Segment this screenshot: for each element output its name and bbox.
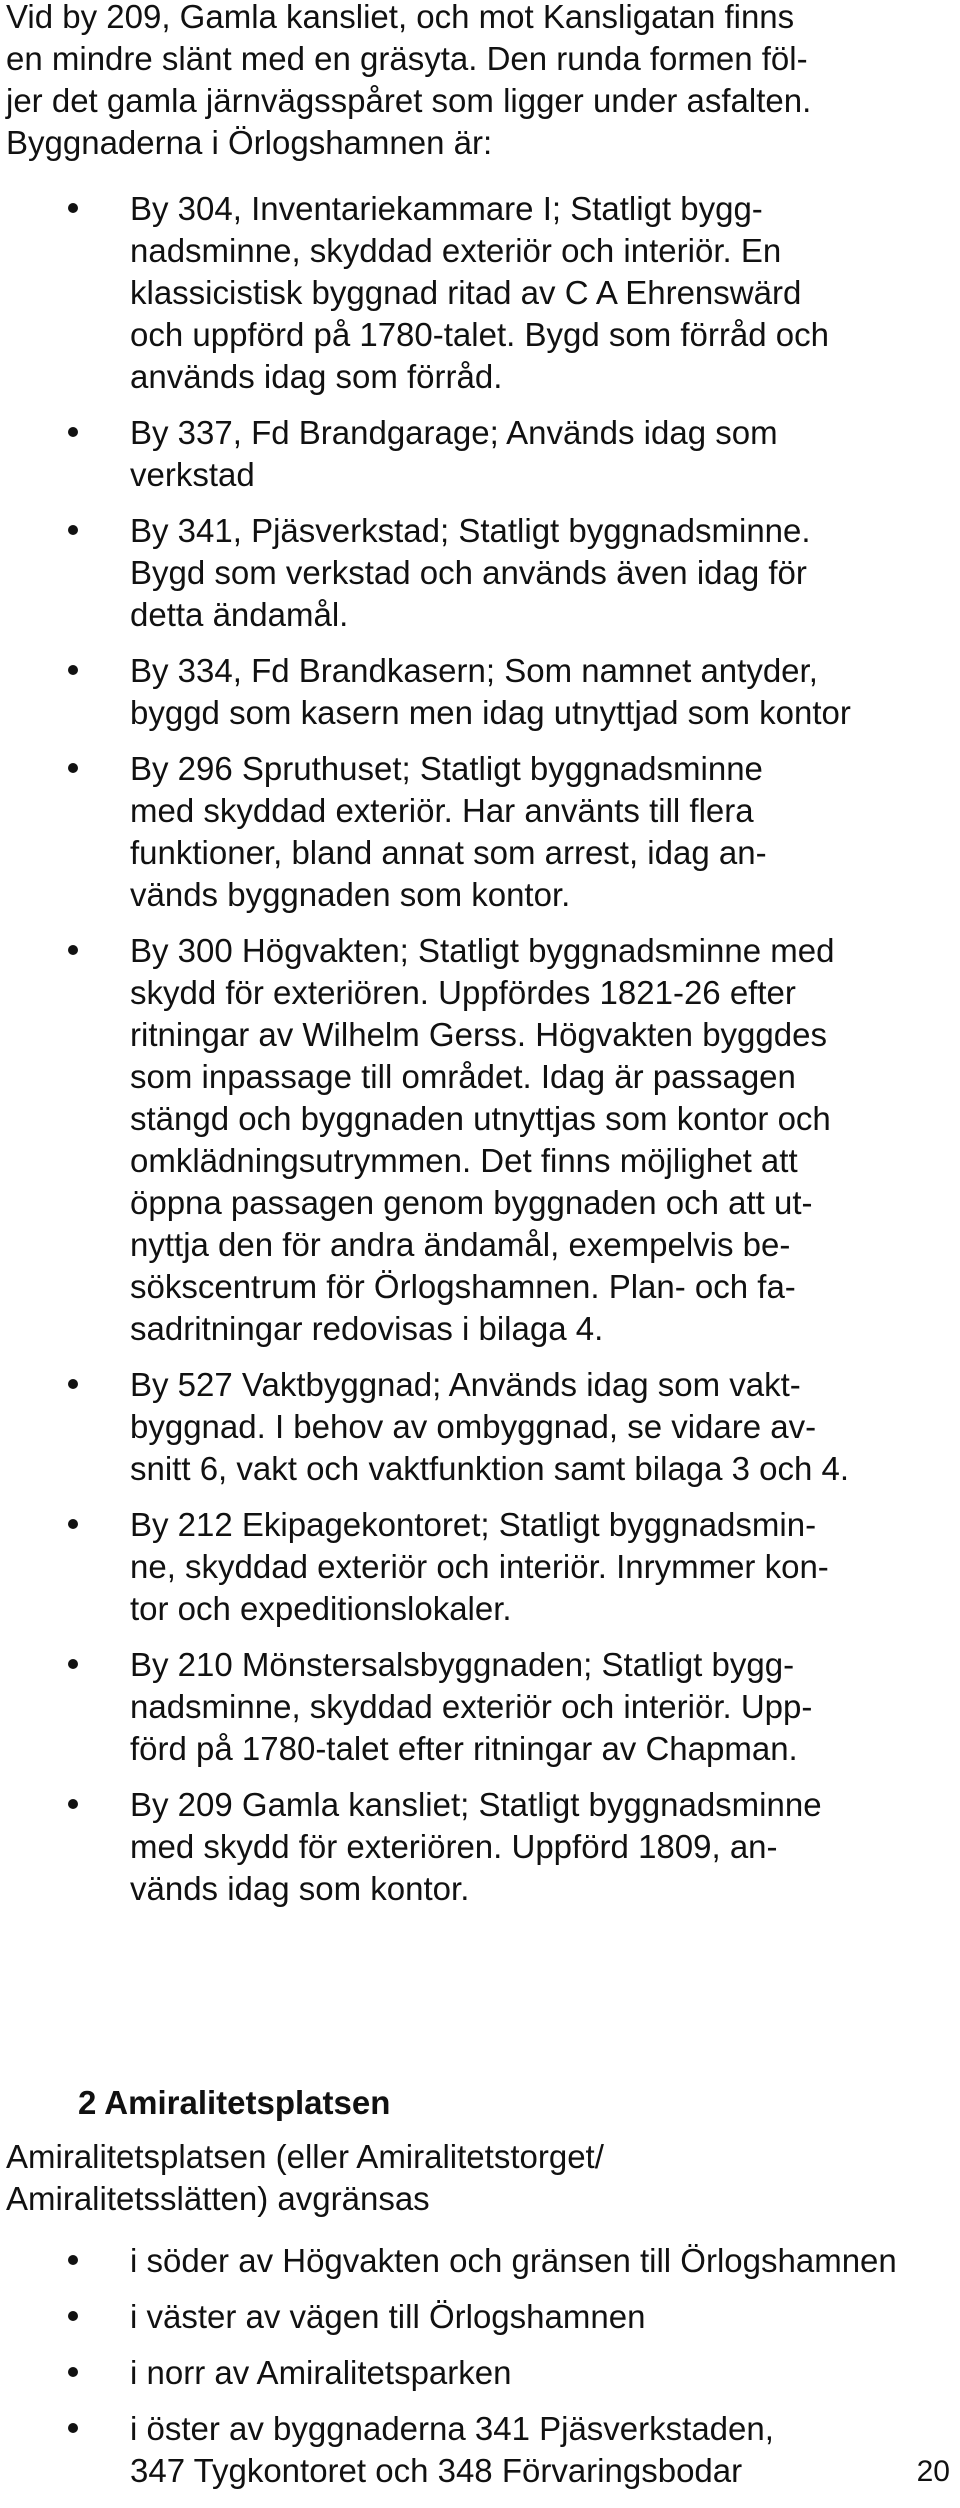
bullet-icon [68,2311,78,2321]
text-line: nadsminne, skyddad exteriör och interiör. Upp- [130,1688,813,1725]
list-item-text [130,650,950,734]
text-line: Vid by 209, Gamla kansliet, och mot Kansligatan finns [6,0,795,35]
building-list [0,188,960,1910]
text-line: och uppförd på 1780-talet. Bygd som förråd och [130,316,829,353]
text-line: By 334, Fd Brandkasern; Som namnet antyder, [130,652,818,689]
text-line: Amiralitetsplatsen (eller Amiralitetstorget/ [6,2138,604,2175]
bullet-icon [68,1659,78,1669]
bullet-icon [68,2423,78,2433]
text-line: By 300 Högvakten; Statligt byggnadsminne med [130,932,835,969]
text-line: klassicistisk byggnad ritad av C A Ehrenswärd [130,274,802,311]
bullet-icon [68,203,78,213]
text-line: By 304, Inventariekammare I; Statligt bygg- [130,190,763,227]
text-line: i öster av byggnaderna 341 Pjäsverkstaden, [130,2410,774,2447]
text-line: i väster av vägen till Örlogshamnen [130,2298,646,2335]
text-line: By 210 Mönstersalsbyggnaden; Statligt bygg- [130,1646,795,1683]
list-item [0,2296,960,2338]
text-line: sökscentrum för Örlogshamnen. Plan- och fa- [130,1268,796,1305]
list-item [0,1364,960,1490]
list-item-text [130,188,950,398]
text-line: nadsminne, skyddad exteriör och interiör. En [130,232,782,269]
section-intro-paragraph [6,2136,954,2220]
text-line: omklädningsutrymmen. Det finns möjlighet att [130,1142,798,1179]
text-line: 347 Tygkontoret och 348 Förvaringsbodar [130,2452,743,2489]
list-item-text [130,2352,950,2394]
text-line: stängd och byggnaden utnyttjas som kontor och [130,1100,831,1137]
list-item [0,1784,960,1910]
text-line: By 337, Fd Brandgarage; Används idag som [130,414,778,451]
text-line: Byggnaderna i Örlogshamnen är: [6,124,493,161]
list-item [0,2352,960,2394]
text-line: jer det gamla järnvägsspåret som ligger under asfalten. [6,82,812,119]
bullet-icon [68,525,78,535]
bullet-icon [68,1799,78,1809]
list-item-text [130,510,950,636]
list-item [0,1504,960,1630]
text-line: används idag som förråd. [130,358,503,395]
text-line: sadritningar redovisas i bilaga 4. [130,1310,604,1347]
text-line: By 296 Spruthuset; Statligt byggnadsminne [130,750,763,787]
text-line: i norr av Amiralitetsparken [130,2354,512,2391]
bullet-icon [68,2367,78,2377]
text-line: nyttja den för andra ändamål, exempelvis be- [130,1226,791,1263]
list-item-text [130,930,950,1350]
text-line: By 212 Ekipagekontoret; Statligt byggnadsmin- [130,1506,817,1543]
list-item [0,748,960,916]
list-item [0,412,960,496]
bullet-icon [68,763,78,773]
text-line: öppna passagen genom byggnaden och att ut- [130,1184,813,1221]
text-line: detta ändamål. [130,596,349,633]
text-line: By 209 Gamla kansliet; Statligt byggnadsminne [130,1786,822,1823]
text-line: ritningar av Wilhelm Gerss. Högvakten byggdes [130,1016,827,1053]
text-line: By 527 Vaktbyggnad; Används idag som vakt- [130,1366,801,1403]
intro-paragraph [6,0,954,164]
list-item-text [130,1504,950,1630]
list-item-text [130,1644,950,1770]
list-item [0,1644,960,1770]
text-line: i söder av Högvakten och gränsen till Örlogshamnen [130,2242,897,2279]
text-line: verkstad [130,456,255,493]
bullet-icon [68,945,78,955]
page-number: 20 [916,2455,950,2488]
boundary-list [0,2240,960,2492]
bullet-icon [68,1519,78,1529]
text-line: med skyddad exteriör. Har använts till flera [130,792,754,829]
text-line: tor och expeditionslokaler. [130,1590,512,1627]
text-line: By 341, Pjäsverkstad; Statligt byggnadsminne. [130,512,811,549]
text-line: vänds byggnaden som kontor. [130,876,571,913]
bullet-icon [68,665,78,675]
list-item-text [130,412,950,496]
list-item-text [130,2408,950,2492]
text-line: Bygd som verkstad och används även idag för [130,554,807,591]
bullet-icon [68,427,78,437]
list-item-text [130,1364,950,1490]
text-line: som inpassage till området. Idag är passagen [130,1058,796,1095]
list-item [0,188,960,398]
text-line: en mindre slänt med en gräsyta. Den runda formen föl- [6,40,808,77]
text-line: med skydd för exteriören. Uppförd 1809, an- [130,1828,778,1865]
list-item [0,510,960,636]
list-item-text [130,2240,950,2282]
text-line: funktioner, bland annat som arrest, idag an- [130,834,767,871]
list-item-text [130,2296,950,2338]
text-line: byggd som kasern men idag utnyttjad som kontor [130,694,851,731]
list-item-text [130,1784,950,1910]
list-item [0,930,960,1350]
bullet-icon [68,2255,78,2265]
text-line: snitt 6, vakt och vaktfunktion samt bilaga 3 och 4. [130,1450,850,1487]
text-line: vänds idag som kontor. [130,1870,470,1907]
text-line: Amiralitetsslätten) avgränsas [6,2180,430,2217]
text-line: ne, skyddad exteriör och interiör. Inrymmer kon- [130,1548,829,1585]
list-item-text [130,748,950,916]
list-item [0,650,960,734]
section-heading: 2 Amiralitetsplatsen [78,2084,391,2121]
list-item [0,2408,960,2492]
bullet-icon [68,1379,78,1389]
list-item [0,2240,960,2282]
text-line: byggnad. I behov av ombyggnad, se vidare av- [130,1408,817,1445]
text-line: förd på 1780-talet efter ritningar av Chapman. [130,1730,798,1767]
text-line: skydd för exteriören. Uppfördes 1821-26 efter [130,974,796,1011]
